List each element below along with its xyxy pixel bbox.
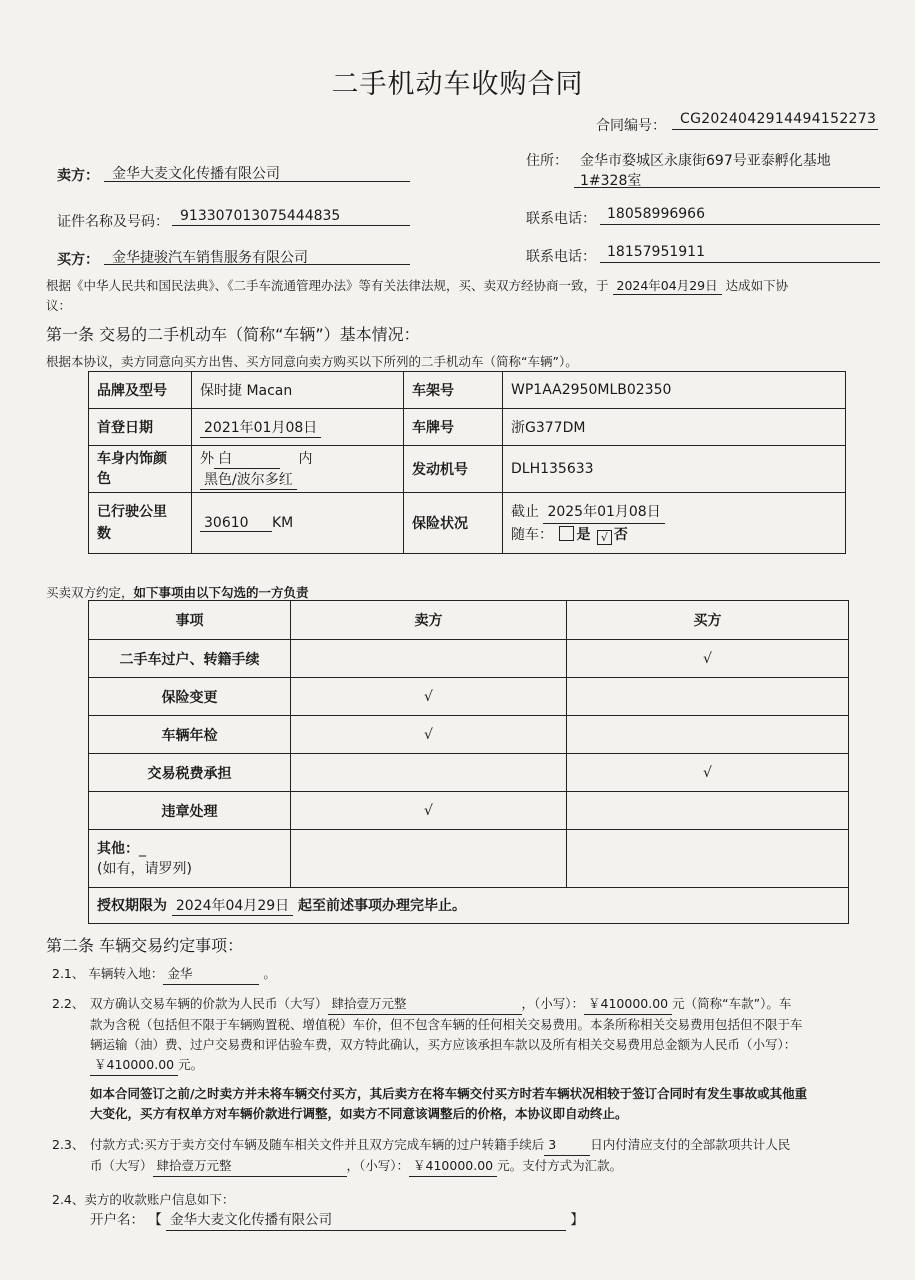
- contract-no-label: 合同编号：: [596, 118, 666, 134]
- duty-item: 二手车过户、转籍手续: [89, 640, 291, 678]
- intro-date: 2024年04月29日: [613, 276, 722, 295]
- reg-label: 首登日期: [89, 409, 192, 446]
- insurance-cell: 截止 2025年01月08日 随车： 是 √ 否: [503, 493, 846, 554]
- seller-label: 卖方：: [57, 168, 99, 184]
- duty-buyer-check[interactable]: [567, 792, 849, 830]
- exterior-color: 白: [214, 448, 280, 469]
- intro-text-2: 议：: [46, 298, 72, 313]
- duty-seller-check[interactable]: √: [291, 792, 567, 830]
- seller-name: 金华大麦文化传播有限公司: [112, 166, 280, 182]
- duty-buyer-check[interactable]: [567, 678, 849, 716]
- seller-phone-value: 18058996966: [607, 206, 705, 222]
- color-label: 车身内饰颜 色: [89, 446, 192, 493]
- buyer-label: 买方：: [57, 252, 99, 268]
- buyer-phone-label: 联系电话：: [526, 249, 596, 265]
- address-line2: 1#328室: [580, 173, 642, 189]
- pay-lower: ￥410000.00: [409, 1156, 497, 1177]
- mileage-label: 已行驶公里 数: [89, 493, 192, 554]
- price-lower: ￥410000.00: [584, 994, 672, 1015]
- clause-2-2-bold: 如本合同签订之前/之时卖方并未将车辆交付买方，其后卖方在将车辆交付买方时若车辆状况相较于签订合同时有发生事故或其他重 大变化，买方有权单方对车辆价款进行调整，如卖方不同意该调整后的价格，本协议即自动终止。: [90, 1086, 808, 1121]
- reg-cell: [192, 409, 404, 446]
- color-cell: 外 白 内黑色/波尔多红: [192, 446, 404, 493]
- page-title: 二手机动车收购合同: [331, 69, 584, 100]
- total-lower: ￥410000.00: [90, 1055, 178, 1076]
- id-label: 证件名称及号码：: [57, 214, 169, 230]
- clause-2-2: 双方确认交易车辆的价款为人民币（大写） 肆拾壹万元整 ，（小写）： ￥410000.00 元（简称“车款”）。车 款为含税（包括但不限于车辆购置税、增值税）车价，但不包含车辆的任何相关交易费用。本条所称相关交易费用包括但不限于车 辆运输（油）费、过户交易费和评估验车费，双方特此确认，买方应该承担车款以及所有相关交易费用总金额为人民币（小写）： ￥410000.00 元。: [90, 994, 890, 1076]
- destination: 金华: [163, 964, 259, 985]
- contract-no-value: CG20240429144941522​73: [680, 111, 877, 127]
- plate-value: 浙G377DM: [503, 409, 846, 446]
- duties-header-item: 事项: [89, 601, 291, 640]
- duty-buyer-check[interactable]: [567, 716, 849, 754]
- reg-value: 2021年01月08日: [200, 417, 321, 438]
- duty-seller-check[interactable]: √: [291, 716, 567, 754]
- pay-upper: 肆拾壹万元整: [153, 1156, 347, 1177]
- id-value: 913307013075444835: [180, 208, 341, 224]
- account-name: 金华大麦文化传播有限公司: [166, 1210, 566, 1231]
- vin-value: WP1AA2950MLB02350: [503, 372, 846, 409]
- mileage-value: 30610: [200, 515, 272, 532]
- account-row: 开户名： 【 金华大麦文化传播有限公司 】: [90, 1210, 584, 1231]
- insurance-label: 保险状况: [404, 493, 503, 554]
- clause-2-2-no: 2.2、: [52, 996, 85, 1011]
- other-buyer[interactable]: [567, 830, 849, 888]
- duties-table: [88, 600, 849, 924]
- intro-text: 根据《中华人民共和国民法典》、《二手车流通管理办法》等有关法律法规，买、卖双方经协商一致，于 2024年04月29日 达成如下协: [46, 278, 789, 293]
- price-upper: 肆拾壹万元整: [328, 994, 522, 1015]
- duty-buyer-check[interactable]: √: [567, 640, 849, 678]
- brand-label: 品牌及型号: [89, 372, 192, 409]
- duties-header-seller: 卖方: [291, 601, 567, 640]
- deadline-row: 授权期限为 2024年04月29日 起至前述事项办理完毕止。: [89, 888, 849, 924]
- other-seller[interactable]: [291, 830, 567, 888]
- duty-buyer-check[interactable]: √: [567, 754, 849, 792]
- duties-header-buyer: 买方: [567, 601, 849, 640]
- clause-2-3: 付款方式:买方于卖方交付车辆及随车相关文件并且双方完成车辆的过户转籍手续后 3 日内付清应支付的全部款项共计人民 币（大写） 肆拾壹万元整 ，（小写）： ￥410000.00 元。支付方式为汇款。: [90, 1135, 790, 1177]
- plate-label: 车牌号: [404, 409, 503, 446]
- buyer-phone-value: 18157951911: [607, 244, 705, 260]
- engine-label: 发动机号: [404, 446, 503, 493]
- brand-value: 保时捷 Macan: [192, 372, 404, 409]
- duty-item: 保险变更: [89, 678, 291, 716]
- duty-seller-check[interactable]: √: [291, 678, 567, 716]
- clause-2-3-no: 2.3、: [52, 1137, 85, 1152]
- insurance-date: 2025年01月08日: [543, 501, 664, 524]
- clause-2-4: 2.4、卖方的收款账户信息如下：: [52, 1192, 235, 1207]
- deadline-date: 2024年04月29日: [172, 895, 293, 916]
- duties-intro: 买卖双方约定，如下事项由以下勾选的一方负责: [46, 585, 309, 600]
- vin-label: 车架号: [404, 372, 503, 409]
- duty-item: 车辆年检: [89, 716, 291, 754]
- other-items: 其他：_ (如有，请罗列): [89, 830, 291, 888]
- payment-days: 3: [544, 1135, 590, 1156]
- insurance-no-checkbox[interactable]: √: [597, 530, 612, 545]
- address-line1: 金华市婺城区永康街697号亚泰孵化基地: [580, 153, 831, 169]
- engine-value: DLH135633: [503, 446, 846, 493]
- insurance-yes-checkbox[interactable]: [559, 526, 574, 541]
- duty-item: 交易税费承担: [89, 754, 291, 792]
- address-label: 住所：: [526, 153, 568, 169]
- interior-color: 黑色/波尔多红: [200, 469, 297, 490]
- clause-2-1: 2.1、 车辆转入地： 金华 。: [52, 964, 276, 985]
- duty-item: 违章处理: [89, 792, 291, 830]
- duty-seller-check[interactable]: [291, 640, 567, 678]
- article2-heading: 第二条 车辆交易约定事项：: [46, 936, 244, 955]
- buyer-name: 金华捷骏汽车销售服务有限公司: [112, 250, 308, 266]
- seller-phone-label: 联系电话：: [526, 211, 596, 227]
- article1-heading: 第一条 交易的二手机动车（简称“车辆”）基本情况：: [46, 325, 420, 344]
- mileage-cell: 30610 KM: [192, 493, 404, 554]
- vehicle-table: [88, 371, 846, 554]
- duty-seller-check[interactable]: [291, 754, 567, 792]
- article1-sub: 根据本协议，卖方同意向买方出售、买方同意向卖方购买以下所列的二手机动车（简称“车辆”）。: [46, 354, 578, 369]
